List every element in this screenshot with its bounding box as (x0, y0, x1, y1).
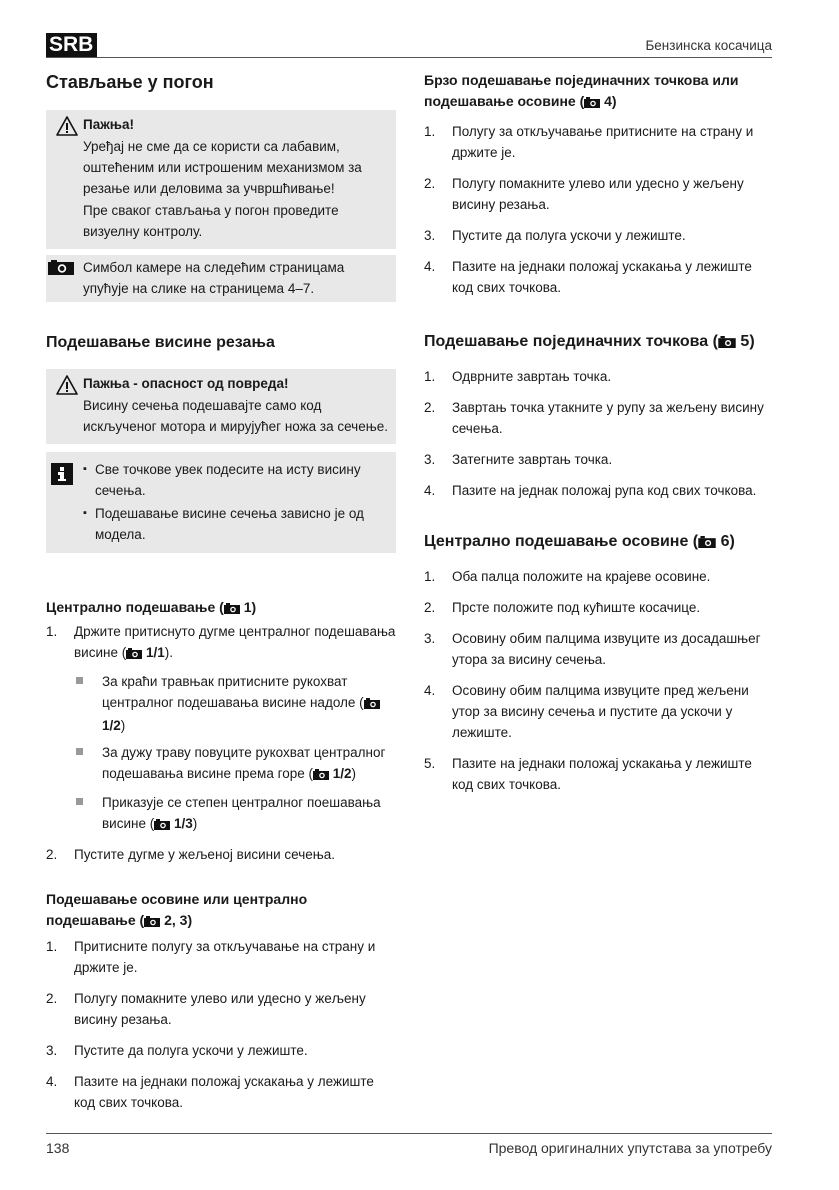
camera-icon (154, 815, 170, 836)
section-title-commissioning: Стављање у погон (46, 72, 214, 92)
info-item: ▪ Подешавање висине сечења зависно је од модела. (83, 503, 390, 545)
warning-triangle-icon (56, 116, 78, 139)
step-item: 2. Завртањ точка утакните у рупу за жељену висину сечења. (424, 400, 764, 436)
step-item: 2. Прсте положите под кућиште косачице. (424, 600, 701, 615)
warning-title: Пажња! (83, 117, 135, 132)
step-item: 3. Пустите да полуга ускочи у лежиште. (46, 1043, 308, 1058)
step-item: 2. Пустите дугме у жељеној висини сечења. (46, 847, 335, 862)
sub-item: За дужу траву повуците рукохват централног подешавања висине према горе ( 1/2) (46, 742, 396, 786)
step-item: 3. Осовину обим палцима извуците из досадашњег утора за висину сечења. (424, 631, 761, 667)
camera-note-box (46, 255, 396, 302)
camera-icon (224, 599, 240, 620)
danger-title: Пажња - опасност од повреда! (83, 376, 289, 391)
camera-note-text: Симбол камере на следећим страницама упућује на слике на страницема 4–7. (83, 260, 345, 296)
page-number: 138 (46, 1140, 70, 1156)
camera-icon (126, 644, 142, 665)
step-item: 4. Пазите на једнаки положај ускакања у лежиште код свих точкова. (46, 1074, 374, 1110)
info-icon (51, 463, 73, 488)
step-item: 1. Полугу за откључавање притисните на страну и држите је. (424, 124, 754, 160)
step-item: 2. Полугу помакните улево или удесно у жељену висину резања. (424, 176, 744, 212)
page-header (46, 33, 772, 58)
warning-triangle-icon (56, 375, 78, 398)
step-item: 1. Оба палца положите на крајеве осовине. (424, 569, 711, 584)
camera-icon (313, 765, 329, 786)
sub-item: За краћи травњак притисните рукохват централног подешавања висине надоле ( 1/2) (46, 671, 396, 736)
step-item: 1. Држите притиснуто дугме централног подешавања висине ( 1/1). За краћи травњак притисните рукохват централног подешавања висине надоле ( 1/2) За дужу траву повуците рукохват централног подешавања висине према горе ( 1/2) Приказује се степен централног поешавања висине ( 1/3) (46, 621, 396, 836)
info-box (46, 452, 396, 553)
language-badge: SRB (46, 33, 97, 57)
step-item: 2. Полугу помакните улево или удесно у жељену висину резања. (46, 991, 366, 1027)
sub-item: Приказује се степен централног поешавања висине ( 1/3) (46, 792, 396, 836)
header-title: Бензинска косачица (645, 38, 772, 53)
step-item: 1. Притисните полугу за откључавање на страну и држите је. (46, 939, 376, 975)
step-item: 3. Затегните завртањ точка. (424, 452, 613, 467)
step-item: 3. Пустите да полуга ускочи у лежиште. (424, 228, 686, 243)
step-item: 4. Пазите на једнаки положај ускакања у лежиште код свих точкова. (424, 259, 752, 295)
camera-icon (718, 333, 736, 354)
left-column (46, 70, 396, 1113)
camera-icon (48, 260, 74, 281)
subsection-title-quick-adjust: Брзо подешавање појединачних точкова или подешавање осовине ( 4) (424, 70, 772, 114)
warning-box (46, 110, 396, 249)
step-item: 5. Пазите на једнаки положај ускакања у лежиште код свих точкова. (424, 756, 752, 792)
danger-box (46, 369, 396, 444)
camera-icon (584, 93, 600, 114)
section-title-central-axle: Централно подешавање осовине ( 6) (424, 531, 772, 554)
warning-text-2: Пре сваког стављања у погон проведите визуелну контролу. (83, 203, 339, 239)
right-column (424, 70, 772, 795)
info-item: ▪ Све точкове увек подесите на исту висину сечења. (83, 459, 390, 501)
section-title-individual-wheels: Подешавање појединачних точкова ( 5) (424, 331, 772, 354)
step-item: 4. Осовину обим палцима извуците пред жељени утор за висину сечења и пустите да ускочи у лежиште. (424, 683, 749, 740)
subsection-title-central-adjust: Централно подешавање ( 1) (46, 597, 396, 620)
camera-icon (144, 912, 160, 933)
section-title-cutting-height: Подешавање висине резања (46, 334, 275, 351)
step-item: 1. Одврните завртањ точка. (424, 369, 612, 384)
subsection-title-axle-adjust: Подешавање осовине или централно подешавање ( 2, 3) (46, 889, 396, 933)
warning-text-1: Уређај не сме да се користи са лабавим, оштећеним или истрошеним механизмом за резање или деловима за учвршћивање! (83, 139, 362, 196)
camera-icon (698, 533, 716, 554)
footer-text: Превод оригиналних упутстава за употребу (488, 1140, 772, 1156)
camera-icon (364, 694, 380, 715)
step-item: 4. Пазите на једнак положај рупа код свих точкова. (424, 483, 757, 498)
danger-text: Висину сечења подешавајте само код искљученог мотора и мирујућег ножа за сечење. (83, 398, 388, 434)
page-footer (46, 1133, 772, 1164)
